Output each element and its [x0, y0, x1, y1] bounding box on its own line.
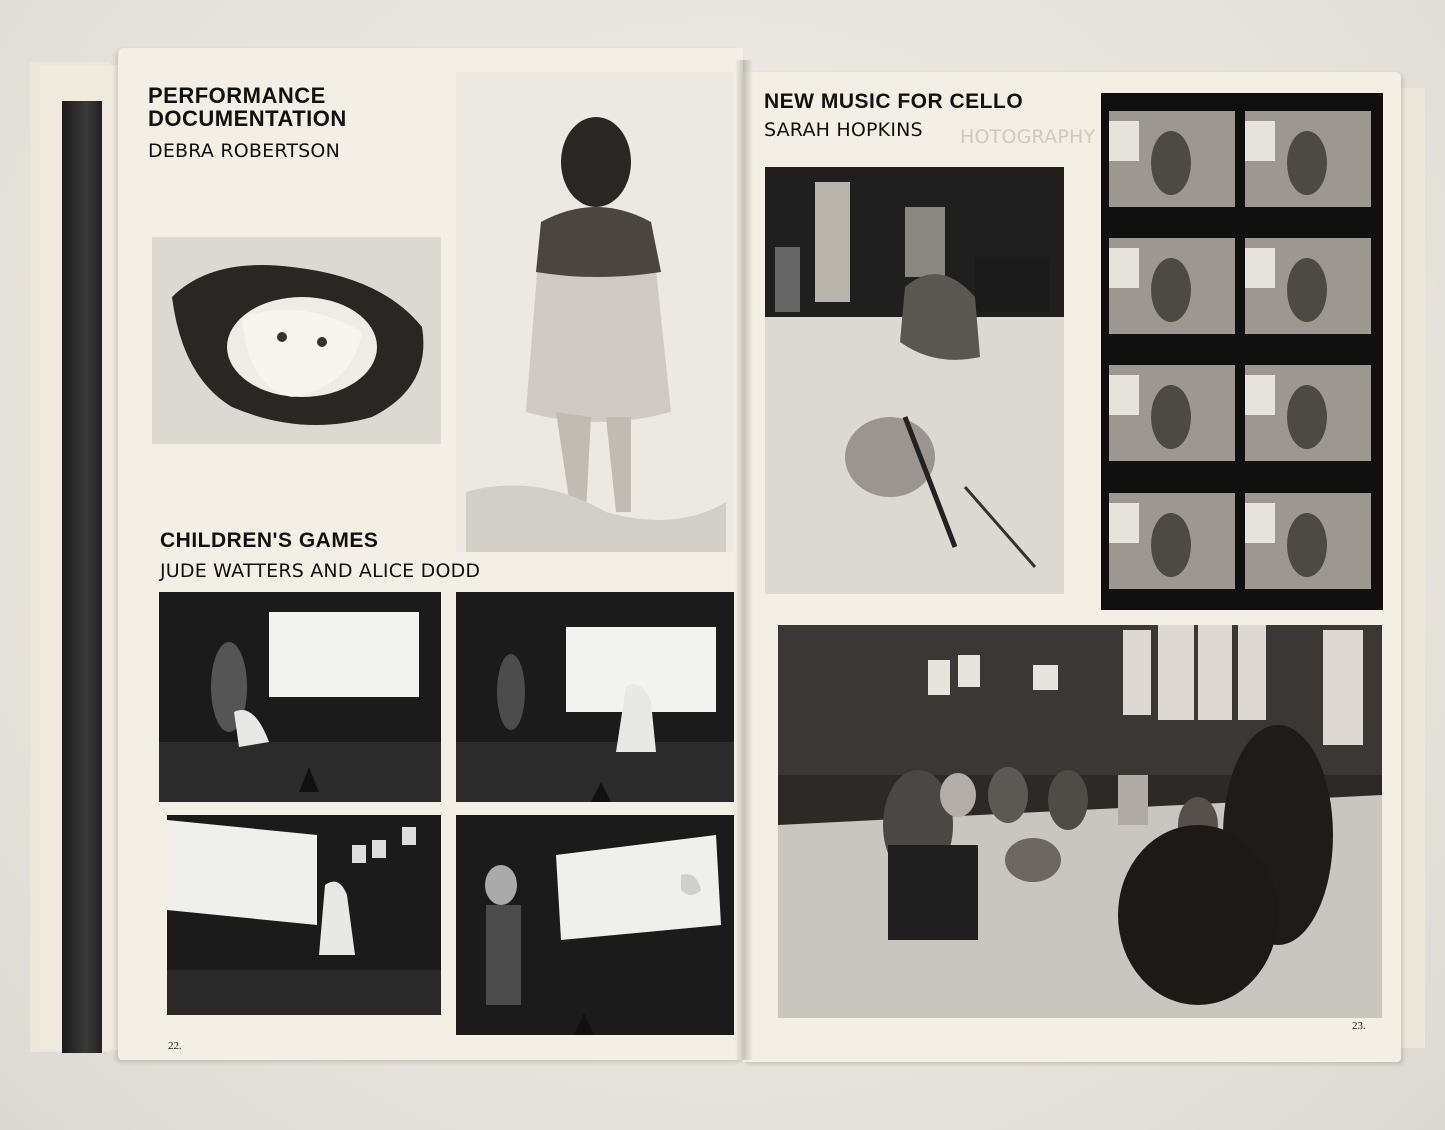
photo-workshop-graphic — [778, 625, 1382, 1018]
photo-childrens-games-4 — [456, 815, 734, 1035]
author-sarah-hopkins: SARAH HOPKINS — [764, 119, 923, 141]
photo-woman-graphic — [456, 72, 734, 552]
author-jude-watters-alice-dodd: JUDE WATTERS AND ALICE DODD — [160, 560, 481, 582]
photo-standing-woman — [456, 72, 734, 552]
section-title-new-music-for-cello: NEW MUSIC FOR CELLO — [764, 90, 1024, 113]
photo-cello-graphic — [765, 167, 1064, 594]
bleed-through-text: HOTOGRAPHY — [960, 126, 1096, 148]
previous-page-edge — [40, 65, 130, 1050]
photo-games-4-graphic — [456, 815, 734, 1035]
photo-cello-performance — [765, 167, 1064, 594]
section-title-performance — [148, 84, 347, 130]
contact-sheet-graphic — [1101, 93, 1383, 610]
photo-childrens-games-3 — [167, 815, 441, 1015]
photo-contact-sheet — [1101, 93, 1383, 610]
photo-face-on-floor — [152, 237, 441, 444]
photo-games-2-graphic — [456, 592, 734, 802]
page-number-right: 23. — [1352, 1020, 1366, 1032]
title-line-1: PERFORMANCE — [148, 83, 326, 108]
photo-group-workshop — [778, 625, 1382, 1018]
photo-face-graphic — [152, 237, 441, 444]
photo-childrens-games-1 — [159, 592, 441, 802]
photo-childrens-games-2 — [456, 592, 734, 802]
photo-games-1-graphic — [159, 592, 441, 802]
photo-games-3-graphic — [167, 815, 441, 1015]
previous-page-photo — [62, 101, 102, 1053]
spine-gutter — [735, 60, 753, 1060]
author-debra-robertson: DEBRA ROBERTSON — [148, 140, 340, 162]
page-number-left: 22. — [168, 1040, 182, 1052]
title-line-2: DOCUMENTATION — [148, 106, 347, 132]
section-title-childrens-games: CHILDREN'S GAMES — [160, 529, 379, 552]
